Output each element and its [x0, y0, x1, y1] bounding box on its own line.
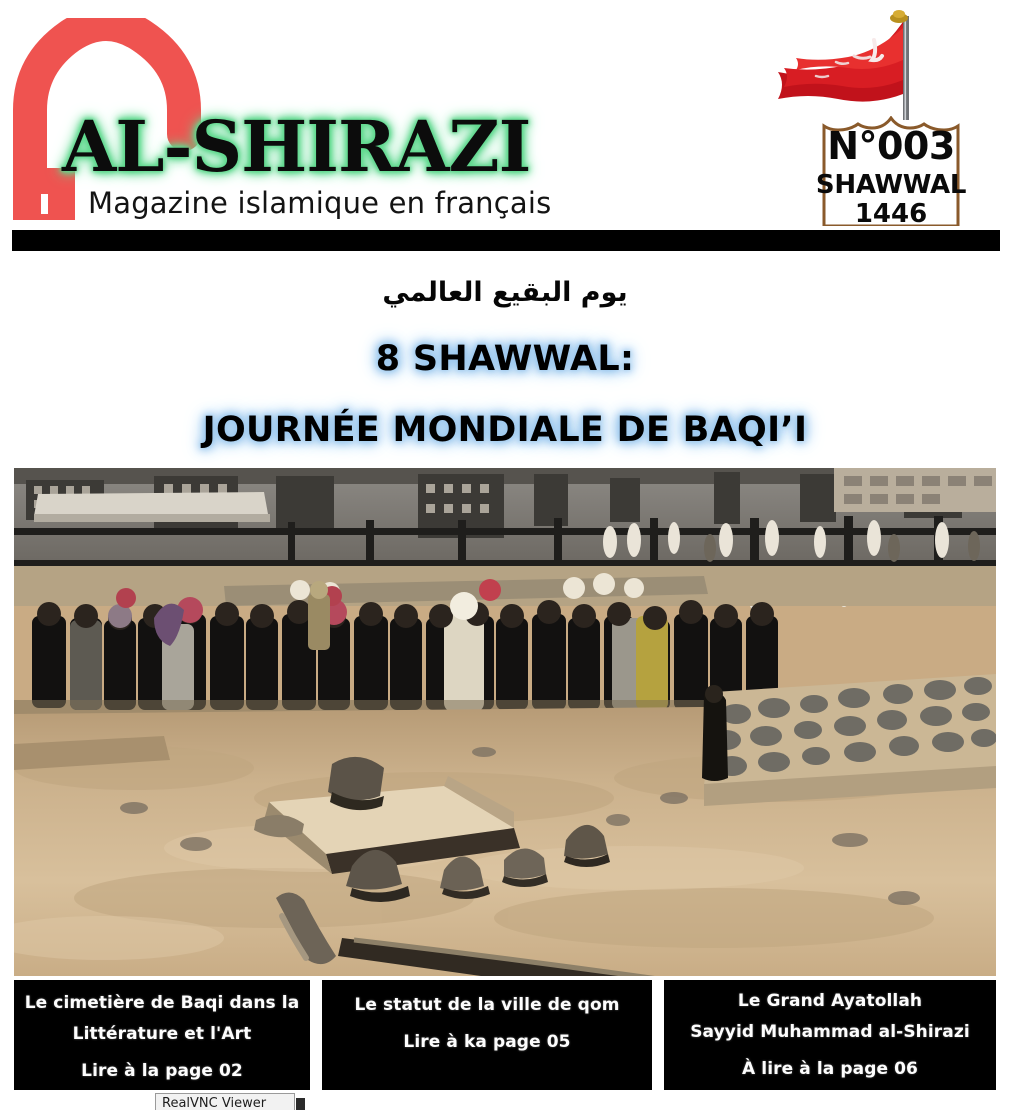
issue-month: SHAWWAL [815, 170, 967, 200]
realvnc-viewer-label: RealVNC Viewer [162, 1096, 267, 1110]
headline-line-1: 8 SHAWWAL: [375, 339, 635, 379]
wordmark-text: AL-SHIRAZI [62, 105, 531, 188]
red-flag-icon [762, 2, 922, 120]
wordmark [62, 105, 602, 188]
issue-year: 1446 [854, 199, 928, 229]
teaser-page-ref: Lire à la page 02 [81, 1061, 243, 1081]
issue-number: N°003 [827, 124, 955, 168]
teaser-grand-ayatollah[interactable] [664, 980, 996, 1090]
teaser-page-ref: Lire à ka page 05 [403, 1032, 571, 1052]
taskbar-overflow-arrow-icon[interactable] [296, 1098, 305, 1110]
issue-badge [812, 116, 970, 229]
teaser-title-line-2: Sayyid Muhammad al-Shirazi [690, 1022, 970, 1042]
masthead-rule [12, 230, 1000, 251]
headline-arabic: يوم البقيع العالمي [382, 277, 628, 308]
teaser-title-line-1: Le statut de la ville de qom [354, 995, 620, 1015]
headline-line-2: JOURNÉE MONDIALE DE BAQI’I [202, 410, 808, 450]
cover-headline [0, 272, 1010, 460]
teaser-title-line-2: Littérature et l'Art [72, 1024, 252, 1044]
baqi-cemetery-photo [14, 468, 996, 976]
teaser-title-line-1: Le cimetière de Baqi dans la [24, 993, 300, 1013]
teaser-title-line-1: Le Grand Ayatollah [737, 991, 923, 1011]
realvnc-viewer-window-button[interactable] [155, 1093, 295, 1110]
teaser-baqi-literature[interactable] [14, 980, 310, 1090]
tagline: Magazine islamique en français [88, 186, 552, 220]
teaser-qom-status[interactable] [322, 980, 652, 1090]
teaser-page-ref: À lire à la page 06 [742, 1059, 918, 1079]
teaser-row [14, 980, 996, 1090]
masthead [0, 0, 1010, 230]
